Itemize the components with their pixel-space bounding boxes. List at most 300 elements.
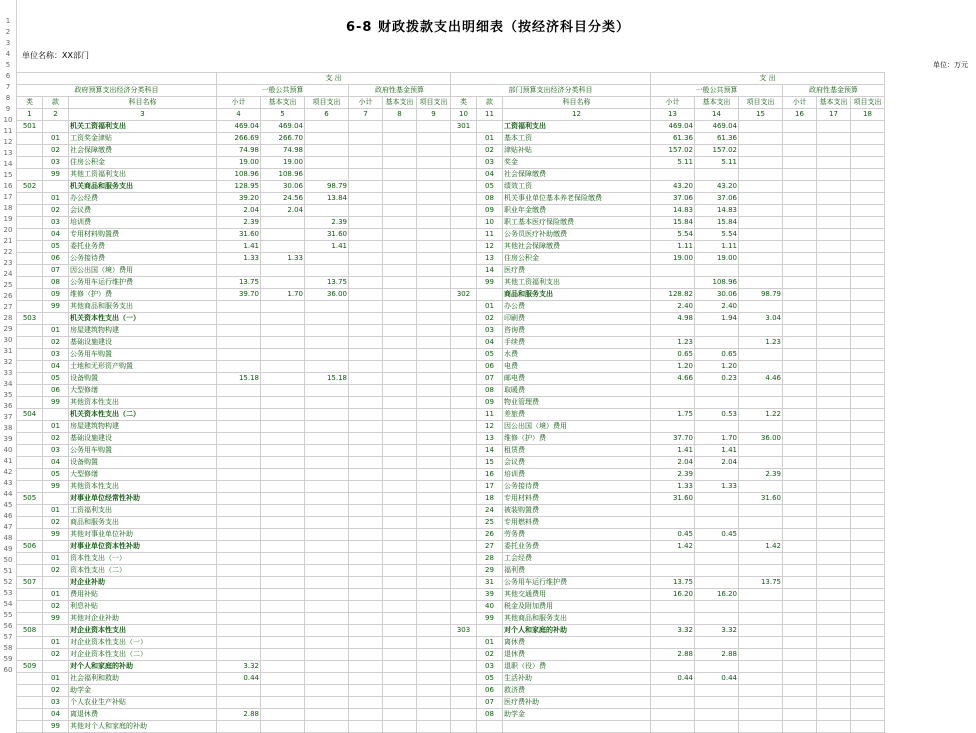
- right-general-project[interactable]: [739, 685, 783, 697]
- right-fund-basic[interactable]: [817, 565, 851, 577]
- right-subject-name[interactable]: 手续费: [503, 337, 651, 349]
- right-fund-basic[interactable]: [817, 145, 851, 157]
- right-general-basic[interactable]: 5.54: [695, 229, 739, 241]
- left-general-project[interactable]: [305, 421, 349, 433]
- right-general-subtotal[interactable]: 5.11: [651, 157, 695, 169]
- left-general-subtotal[interactable]: 266.69: [217, 133, 261, 145]
- index-col-15[interactable]: 15: [739, 109, 783, 121]
- left-class-code[interactable]: [17, 277, 43, 289]
- left-sub-code[interactable]: 99: [43, 613, 69, 625]
- left-subject-name[interactable]: 商品和服务支出: [69, 517, 217, 529]
- left-general-project[interactable]: 13.75: [305, 277, 349, 289]
- header-col-4[interactable]: 小计: [217, 97, 261, 109]
- right-fund-project[interactable]: [851, 133, 885, 145]
- right-class-code[interactable]: [451, 421, 477, 433]
- right-general-project[interactable]: [739, 517, 783, 529]
- left-fund-subtotal[interactable]: [349, 265, 383, 277]
- right-general-project[interactable]: [739, 145, 783, 157]
- right-general-subtotal[interactable]: 0.45: [651, 529, 695, 541]
- left-subject-name[interactable]: 专用材料购置费: [69, 229, 217, 241]
- left-general-subtotal[interactable]: [217, 541, 261, 553]
- right-fund-project[interactable]: [851, 421, 885, 433]
- right-general-project[interactable]: 1.23: [739, 337, 783, 349]
- left-general-basic[interactable]: [261, 553, 305, 565]
- right-fund-basic[interactable]: [817, 481, 851, 493]
- left-general-basic[interactable]: 108.96: [261, 169, 305, 181]
- right-fund-subtotal[interactable]: [783, 313, 817, 325]
- right-fund-subtotal[interactable]: [783, 121, 817, 133]
- left-general-subtotal[interactable]: [217, 577, 261, 589]
- left-fund-basic[interactable]: [383, 565, 417, 577]
- left-general-subtotal[interactable]: [217, 469, 261, 481]
- right-fund-subtotal[interactable]: [783, 373, 817, 385]
- right-class-code[interactable]: [451, 673, 477, 685]
- left-subject-name[interactable]: 个人农业生产补贴: [69, 697, 217, 709]
- index-col-12[interactable]: 12: [503, 109, 651, 121]
- header-col-12[interactable]: 科目名称: [503, 97, 651, 109]
- right-fund-basic[interactable]: [817, 457, 851, 469]
- right-fund-subtotal[interactable]: [783, 133, 817, 145]
- table-row[interactable]: [17, 505, 885, 517]
- row-header-number[interactable]: 7: [5, 83, 11, 91]
- right-general-basic[interactable]: 0.23: [695, 373, 739, 385]
- row-header-number[interactable]: 36: [3, 402, 13, 410]
- left-general-subtotal[interactable]: [217, 493, 261, 505]
- right-general-basic[interactable]: [695, 265, 739, 277]
- left-general-basic[interactable]: [261, 661, 305, 673]
- right-subject-name[interactable]: 其他社会保障缴费: [503, 241, 651, 253]
- left-general-project[interactable]: [305, 649, 349, 661]
- left-general-subtotal[interactable]: 469.04: [217, 121, 261, 133]
- right-fund-subtotal[interactable]: [783, 349, 817, 361]
- row-header-number[interactable]: 57: [3, 633, 13, 641]
- left-sub-code[interactable]: 03: [43, 445, 69, 457]
- right-general-basic[interactable]: [695, 397, 739, 409]
- right-sub-code[interactable]: 01: [477, 133, 503, 145]
- left-fund-project[interactable]: [417, 481, 451, 493]
- right-general-project[interactable]: [739, 385, 783, 397]
- row-header-number[interactable]: 2: [5, 28, 11, 36]
- left-general-subtotal[interactable]: 19.00: [217, 157, 261, 169]
- left-general-basic[interactable]: [261, 361, 305, 373]
- right-fund-subtotal[interactable]: [783, 277, 817, 289]
- left-class-code[interactable]: [17, 673, 43, 685]
- right-class-code[interactable]: [451, 649, 477, 661]
- left-fund-subtotal[interactable]: [349, 685, 383, 697]
- right-general-basic[interactable]: 43.20: [695, 181, 739, 193]
- left-general-project[interactable]: [305, 349, 349, 361]
- right-sub-code[interactable]: 08: [477, 709, 503, 721]
- right-sub-code[interactable]: 25: [477, 517, 503, 529]
- right-fund-basic[interactable]: [817, 397, 851, 409]
- index-col-7[interactable]: 7: [349, 109, 383, 121]
- right-subject-name[interactable]: 专用燃料费: [503, 517, 651, 529]
- right-fund-subtotal[interactable]: [783, 625, 817, 637]
- left-general-project[interactable]: [305, 565, 349, 577]
- left-sub-code[interactable]: [43, 577, 69, 589]
- right-fund-basic[interactable]: [817, 253, 851, 265]
- table-row[interactable]: [17, 517, 885, 529]
- right-general-project[interactable]: 3.04: [739, 313, 783, 325]
- left-fund-subtotal[interactable]: [349, 589, 383, 601]
- right-class-code[interactable]: [451, 349, 477, 361]
- left-sub-code[interactable]: 03: [43, 349, 69, 361]
- left-sub-code[interactable]: 01: [43, 673, 69, 685]
- right-fund-basic[interactable]: [817, 577, 851, 589]
- right-fund-subtotal[interactable]: [783, 601, 817, 613]
- left-general-subtotal[interactable]: 39.20: [217, 193, 261, 205]
- right-sub-code[interactable]: 07: [477, 697, 503, 709]
- right-class-code[interactable]: [451, 337, 477, 349]
- right-fund-basic[interactable]: [817, 529, 851, 541]
- right-class-code[interactable]: [451, 217, 477, 229]
- left-fund-subtotal[interactable]: [349, 553, 383, 565]
- right-general-subtotal[interactable]: [651, 685, 695, 697]
- right-sub-code[interactable]: 99: [477, 613, 503, 625]
- left-general-project[interactable]: [305, 637, 349, 649]
- left-fund-project[interactable]: [417, 337, 451, 349]
- right-class-code[interactable]: [451, 661, 477, 673]
- right-general-subtotal[interactable]: 37.06: [651, 193, 695, 205]
- left-fund-project[interactable]: [417, 553, 451, 565]
- right-class-code[interactable]: [451, 637, 477, 649]
- right-general-subtotal[interactable]: 2.88: [651, 649, 695, 661]
- left-general-project[interactable]: [305, 457, 349, 469]
- left-class-code[interactable]: 503: [17, 313, 43, 325]
- left-general-project[interactable]: [305, 313, 349, 325]
- right-fund-subtotal[interactable]: [783, 181, 817, 193]
- left-fund-basic[interactable]: [383, 457, 417, 469]
- right-sub-code[interactable]: 08: [477, 385, 503, 397]
- left-sub-code[interactable]: 99: [43, 397, 69, 409]
- left-subject-name[interactable]: 助学金: [69, 685, 217, 697]
- left-subject-name[interactable]: 机关资本性支出（二）: [69, 409, 217, 421]
- left-fund-subtotal[interactable]: [349, 661, 383, 673]
- right-subject-name[interactable]: 津贴补贴: [503, 145, 651, 157]
- table-row[interactable]: [17, 181, 885, 193]
- left-general-subtotal[interactable]: 0.44: [217, 673, 261, 685]
- right-fund-basic[interactable]: [817, 625, 851, 637]
- left-fund-basic[interactable]: [383, 541, 417, 553]
- left-class-code[interactable]: [17, 253, 43, 265]
- right-fund-project[interactable]: [851, 145, 885, 157]
- right-general-basic[interactable]: 0.53: [695, 409, 739, 421]
- left-class-code[interactable]: [17, 565, 43, 577]
- left-fund-basic[interactable]: [383, 169, 417, 181]
- header-col-1[interactable]: 类: [17, 97, 43, 109]
- left-fund-project[interactable]: [417, 685, 451, 697]
- table-row[interactable]: [17, 721, 885, 733]
- header-general-budget-left[interactable]: 一般公共预算: [217, 85, 349, 97]
- right-sub-code[interactable]: 31: [477, 577, 503, 589]
- row-header-number[interactable]: 46: [3, 512, 13, 520]
- left-general-subtotal[interactable]: [217, 565, 261, 577]
- right-class-code[interactable]: [451, 457, 477, 469]
- left-general-project[interactable]: [305, 157, 349, 169]
- table-row[interactable]: [17, 241, 885, 253]
- left-general-subtotal[interactable]: [217, 433, 261, 445]
- left-class-code[interactable]: 501: [17, 121, 43, 133]
- right-sub-code[interactable]: [477, 625, 503, 637]
- left-fund-project[interactable]: [417, 229, 451, 241]
- right-fund-subtotal[interactable]: [783, 385, 817, 397]
- right-class-code[interactable]: [451, 505, 477, 517]
- left-fund-basic[interactable]: [383, 133, 417, 145]
- table-row[interactable]: [17, 217, 885, 229]
- left-class-code[interactable]: [17, 517, 43, 529]
- header-col-18[interactable]: 项目支出: [851, 97, 885, 109]
- right-fund-basic[interactable]: [817, 709, 851, 721]
- left-general-basic[interactable]: [261, 721, 305, 733]
- right-general-subtotal[interactable]: [651, 169, 695, 181]
- right-fund-subtotal[interactable]: [783, 637, 817, 649]
- left-general-project[interactable]: [305, 433, 349, 445]
- row-header-number[interactable]: 43: [3, 479, 13, 487]
- right-sub-code[interactable]: 16: [477, 469, 503, 481]
- right-fund-basic[interactable]: [817, 181, 851, 193]
- right-class-code[interactable]: [451, 721, 477, 733]
- index-col-14[interactable]: 14: [695, 109, 739, 121]
- right-fund-project[interactable]: [851, 181, 885, 193]
- right-fund-basic[interactable]: [817, 697, 851, 709]
- left-fund-subtotal[interactable]: [349, 145, 383, 157]
- right-fund-basic[interactable]: [817, 445, 851, 457]
- left-fund-subtotal[interactable]: [349, 361, 383, 373]
- right-subject-name[interactable]: 职工基本医疗保险缴费: [503, 217, 651, 229]
- left-general-subtotal[interactable]: 108.96: [217, 169, 261, 181]
- right-fund-basic[interactable]: [817, 553, 851, 565]
- index-col-16[interactable]: 16: [783, 109, 817, 121]
- left-fund-subtotal[interactable]: [349, 325, 383, 337]
- table-row[interactable]: [17, 397, 885, 409]
- right-fund-basic[interactable]: [817, 385, 851, 397]
- right-general-basic[interactable]: [695, 541, 739, 553]
- left-general-project[interactable]: [305, 589, 349, 601]
- row-header-number[interactable]: 21: [3, 237, 13, 245]
- right-general-project[interactable]: [739, 217, 783, 229]
- table-row[interactable]: [17, 541, 885, 553]
- row-header-number[interactable]: 11: [3, 127, 13, 135]
- table-row[interactable]: [17, 457, 885, 469]
- row-header-number[interactable]: 42: [3, 468, 13, 476]
- row-header-number[interactable]: 39: [3, 435, 13, 443]
- row-header-number[interactable]: 52: [3, 578, 13, 586]
- left-general-basic[interactable]: [261, 637, 305, 649]
- right-fund-subtotal[interactable]: [783, 529, 817, 541]
- row-header-number[interactable]: 25: [3, 281, 13, 289]
- table-row[interactable]: [17, 529, 885, 541]
- left-subject-name[interactable]: 资本性支出（二）: [69, 565, 217, 577]
- left-general-project[interactable]: [305, 577, 349, 589]
- left-fund-project[interactable]: [417, 217, 451, 229]
- left-general-project[interactable]: [305, 145, 349, 157]
- right-class-code[interactable]: [451, 241, 477, 253]
- table-row[interactable]: [17, 637, 885, 649]
- right-class-code[interactable]: [451, 445, 477, 457]
- right-general-basic[interactable]: 5.11: [695, 157, 739, 169]
- left-general-basic[interactable]: 2.04: [261, 205, 305, 217]
- left-fund-project[interactable]: [417, 205, 451, 217]
- right-fund-subtotal[interactable]: [783, 421, 817, 433]
- table-row[interactable]: [17, 157, 885, 169]
- right-fund-basic[interactable]: [817, 241, 851, 253]
- row-header-number[interactable]: 8: [5, 94, 11, 102]
- header-gov-fund-right[interactable]: 政府性基金预算: [783, 85, 885, 97]
- left-general-basic[interactable]: 1.70: [261, 289, 305, 301]
- table-row[interactable]: [17, 433, 885, 445]
- right-fund-project[interactable]: [851, 661, 885, 673]
- right-general-project[interactable]: 13.75: [739, 577, 783, 589]
- left-fund-subtotal[interactable]: [349, 421, 383, 433]
- right-subject-name[interactable]: 离休费: [503, 637, 651, 649]
- left-subject-name[interactable]: 社会福利和救助: [69, 673, 217, 685]
- right-general-project[interactable]: [739, 133, 783, 145]
- right-sub-code[interactable]: [477, 289, 503, 301]
- left-fund-basic[interactable]: [383, 409, 417, 421]
- right-class-code[interactable]: [451, 685, 477, 697]
- left-general-basic[interactable]: [261, 457, 305, 469]
- right-subject-name[interactable]: 奖金: [503, 157, 651, 169]
- right-sub-code[interactable]: 05: [477, 181, 503, 193]
- right-fund-basic[interactable]: [817, 373, 851, 385]
- right-fund-basic[interactable]: [817, 661, 851, 673]
- right-general-project[interactable]: [739, 253, 783, 265]
- left-fund-project[interactable]: [417, 637, 451, 649]
- right-fund-subtotal[interactable]: [783, 229, 817, 241]
- right-sub-code[interactable]: 15: [477, 457, 503, 469]
- left-class-code[interactable]: [17, 613, 43, 625]
- right-general-subtotal[interactable]: 4.66: [651, 373, 695, 385]
- left-general-basic[interactable]: [261, 217, 305, 229]
- right-class-code[interactable]: [451, 181, 477, 193]
- left-fund-basic[interactable]: [383, 493, 417, 505]
- right-general-subtotal[interactable]: 37.70: [651, 433, 695, 445]
- left-subject-name[interactable]: 大型修缮: [69, 385, 217, 397]
- right-sub-code[interactable]: 11: [477, 409, 503, 421]
- left-sub-code[interactable]: 08: [43, 277, 69, 289]
- right-general-basic[interactable]: 0.65: [695, 349, 739, 361]
- left-fund-subtotal[interactable]: [349, 181, 383, 193]
- left-sub-code[interactable]: 02: [43, 601, 69, 613]
- left-fund-subtotal[interactable]: [349, 637, 383, 649]
- right-fund-basic[interactable]: [817, 589, 851, 601]
- left-fund-project[interactable]: [417, 421, 451, 433]
- header-col-5[interactable]: 基本支出: [261, 97, 305, 109]
- table-row[interactable]: [17, 469, 885, 481]
- right-general-project[interactable]: [739, 553, 783, 565]
- left-fund-basic[interactable]: [383, 373, 417, 385]
- left-fund-project[interactable]: [417, 493, 451, 505]
- right-class-code[interactable]: [451, 229, 477, 241]
- left-general-basic[interactable]: [261, 673, 305, 685]
- right-sub-code[interactable]: 12: [477, 241, 503, 253]
- right-fund-basic[interactable]: [817, 349, 851, 361]
- index-col-3[interactable]: 3: [69, 109, 217, 121]
- left-subject-name[interactable]: 公务用车购置: [69, 349, 217, 361]
- left-fund-basic[interactable]: [383, 433, 417, 445]
- right-fund-basic[interactable]: [817, 229, 851, 241]
- right-general-basic[interactable]: [695, 337, 739, 349]
- row-header-number[interactable]: 54: [3, 600, 13, 608]
- left-sub-code[interactable]: 02: [43, 649, 69, 661]
- left-fund-subtotal[interactable]: [349, 469, 383, 481]
- index-col-1[interactable]: 1: [17, 109, 43, 121]
- row-header-number[interactable]: 53: [3, 589, 13, 597]
- left-class-code[interactable]: 505: [17, 493, 43, 505]
- right-fund-subtotal[interactable]: [783, 577, 817, 589]
- row-header-number[interactable]: 30: [3, 336, 13, 344]
- right-fund-subtotal[interactable]: [783, 661, 817, 673]
- right-sub-code[interactable]: 09: [477, 397, 503, 409]
- right-fund-subtotal[interactable]: [783, 505, 817, 517]
- left-fund-subtotal[interactable]: [349, 505, 383, 517]
- right-class-code[interactable]: [451, 577, 477, 589]
- right-fund-basic[interactable]: [817, 133, 851, 145]
- left-sub-code[interactable]: 01: [43, 325, 69, 337]
- left-fund-basic[interactable]: [383, 661, 417, 673]
- header-blank-left[interactable]: [17, 73, 217, 85]
- left-sub-code[interactable]: 05: [43, 469, 69, 481]
- right-fund-basic[interactable]: [817, 505, 851, 517]
- header-col-7[interactable]: 小计: [349, 97, 383, 109]
- row-header-number[interactable]: 47: [3, 523, 13, 531]
- left-fund-project[interactable]: [417, 265, 451, 277]
- header-col-13[interactable]: 小计: [651, 97, 695, 109]
- table-row[interactable]: [17, 565, 885, 577]
- right-subject-name[interactable]: 会议费: [503, 457, 651, 469]
- row-header-number[interactable]: 29: [3, 325, 13, 333]
- right-sub-code[interactable]: 07: [477, 373, 503, 385]
- left-sub-code[interactable]: 02: [43, 565, 69, 577]
- right-fund-basic[interactable]: [817, 313, 851, 325]
- left-class-code[interactable]: 504: [17, 409, 43, 421]
- right-general-subtotal[interactable]: 16.20: [651, 589, 695, 601]
- left-class-code[interactable]: [17, 589, 43, 601]
- table-row[interactable]: [17, 325, 885, 337]
- right-general-project[interactable]: 31.60: [739, 493, 783, 505]
- left-fund-subtotal[interactable]: [349, 301, 383, 313]
- right-subject-name[interactable]: 邮电费: [503, 373, 651, 385]
- left-sub-code[interactable]: 99: [43, 529, 69, 541]
- right-sub-code[interactable]: 13: [477, 433, 503, 445]
- header-col-17[interactable]: 基本支出: [817, 97, 851, 109]
- left-fund-basic[interactable]: [383, 217, 417, 229]
- left-fund-basic[interactable]: [383, 721, 417, 733]
- left-subject-name[interactable]: 对事业单位资本性补助: [69, 541, 217, 553]
- right-general-subtotal[interactable]: 1.23: [651, 337, 695, 349]
- right-general-subtotal[interactable]: [651, 385, 695, 397]
- right-subject-name[interactable]: 专用材料费: [503, 493, 651, 505]
- row-header-number[interactable]: 19: [3, 215, 13, 223]
- left-fund-project[interactable]: [417, 469, 451, 481]
- table-row[interactable]: [17, 145, 885, 157]
- right-subject-name[interactable]: 差旅费: [503, 409, 651, 421]
- left-general-project[interactable]: [305, 409, 349, 421]
- header-left-econ-subject[interactable]: 政府预算支出经济分类科目: [17, 85, 217, 97]
- left-class-code[interactable]: [17, 145, 43, 157]
- left-class-code[interactable]: [17, 433, 43, 445]
- left-general-basic[interactable]: 469.04: [261, 121, 305, 133]
- table-row[interactable]: [17, 493, 885, 505]
- row-header-number[interactable]: 60: [3, 666, 13, 674]
- row-header-number[interactable]: 35: [3, 391, 13, 399]
- left-general-subtotal[interactable]: [217, 721, 261, 733]
- right-general-basic[interactable]: [695, 709, 739, 721]
- right-subject-name[interactable]: 印刷费: [503, 313, 651, 325]
- right-fund-basic[interactable]: [817, 541, 851, 553]
- left-fund-basic[interactable]: [383, 481, 417, 493]
- left-fund-subtotal[interactable]: [349, 445, 383, 457]
